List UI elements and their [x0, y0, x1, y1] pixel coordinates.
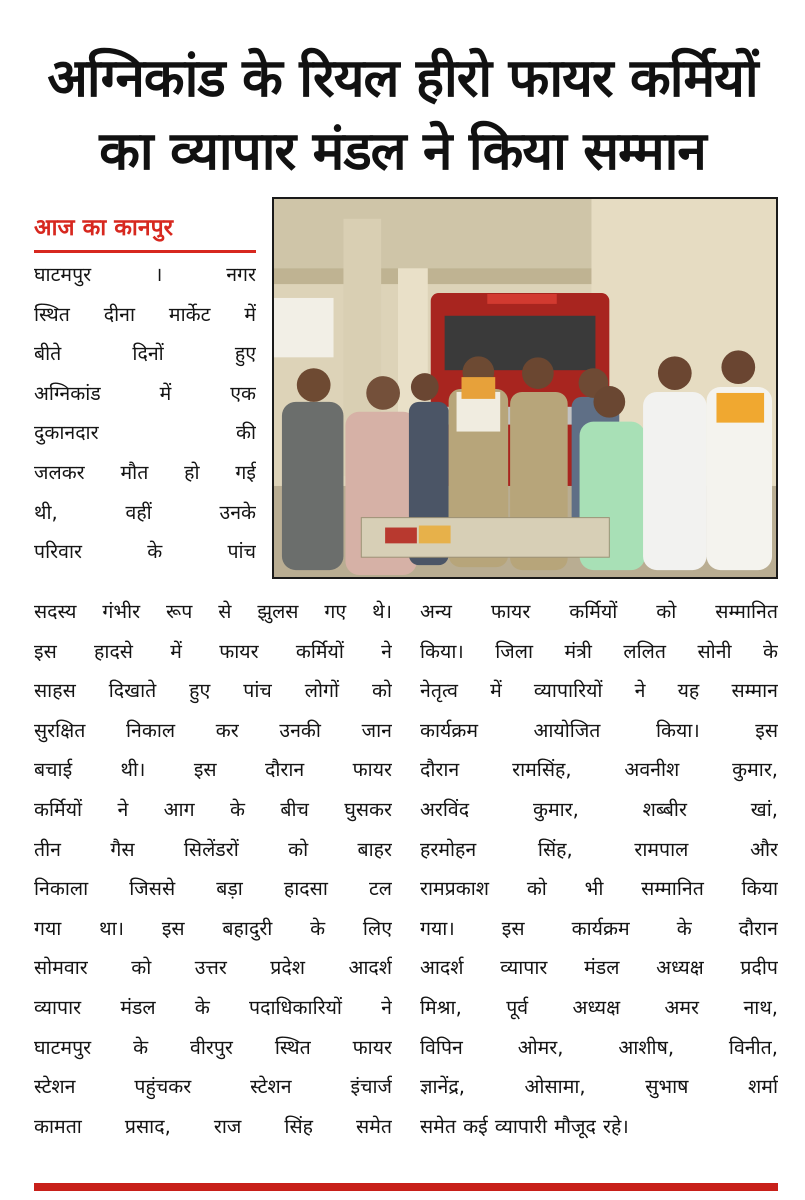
body-line: घाटमपुर । नगर	[34, 263, 256, 286]
body-line: दौरान रामसिंह, अवनीश कुमार,	[420, 758, 778, 782]
body-line: सोमवार को उत्तर प्रदेश आदर्श	[34, 956, 392, 980]
body-column-b	[34, 592, 392, 1146]
body-line: नेतृत्व में व्यापारियों ने यह सम्मान	[420, 679, 778, 703]
body-line: स्थित दीना मार्केट में	[34, 302, 256, 326]
body-line: समेत कई व्यापारी मौजूद रहे।	[420, 1114, 629, 1138]
body-column-c	[420, 592, 778, 1146]
body-line: कामता प्रसाद, राज सिंह समेत	[34, 1114, 392, 1138]
body-line: बीते दिनों हुए	[34, 342, 256, 366]
body-line: अग्निकांड में एक	[34, 381, 256, 405]
body-column-a	[34, 255, 256, 572]
body-line: स्टेशन पहुंचकर स्टेशन इंचार्ज	[34, 1075, 392, 1099]
body-line: गया। इस कार्यक्रम के दौरान	[420, 916, 778, 940]
body-line: इस हादसे में फायर कर्मियों ने	[34, 639, 392, 663]
body-line: साहस दिखाते हुए पांच लोगों को	[34, 679, 392, 703]
photo-firefighters-felicitation-icon	[274, 199, 776, 577]
body-line: आदर्श व्यापार मंडल अध्यक्ष प्रदीप	[420, 956, 778, 980]
body-line: मिश्रा, पूर्व अध्यक्ष अमर नाथ,	[420, 995, 778, 1019]
bottom-rule	[34, 1183, 778, 1191]
body-line: निकाला जिससे बड़ा हादसा टल	[34, 877, 392, 901]
body-line: किया। जिला मंत्री ललित सोनी के	[420, 639, 778, 663]
news-photo	[272, 197, 778, 579]
body-line: व्यापार मंडल के पदाधिकारियों ने	[34, 995, 392, 1019]
byline-underline	[34, 250, 256, 253]
body-line: जलकर मौत हो गई	[34, 460, 256, 484]
body-line: कार्यक्रम आयोजित किया। इस	[420, 718, 778, 742]
body-line: परिवार के पांच	[34, 540, 256, 564]
body-line: बचाई थी। इस दौरान फायर	[34, 758, 392, 782]
body-line: दुकानदार की	[34, 421, 256, 445]
body-line: तीन गैस सिलेंडरों को बाहर	[34, 837, 392, 861]
headline-line-2: का व्यापार मंडल ने किया सम्मान	[99, 121, 706, 182]
body-line: सदस्य गंभीर रूप से झुलस गए थे।	[34, 600, 392, 623]
body-line: रामप्रकाश को भी सम्मानित किया	[420, 877, 778, 901]
body-line: घाटमपुर के वीरपुर स्थित फायर	[34, 1035, 392, 1059]
body-line: हरमोहन सिंह, रामपाल और	[420, 837, 778, 861]
body-line: ज्ञानेंद्र, ओसामा, सुभाष शर्मा	[420, 1075, 778, 1099]
headline-line-1: अग्निकांड के रियल हीरो फायर कर्मियों	[47, 48, 758, 109]
body-line: विपिन ओमर, आशीष, विनीत,	[420, 1035, 778, 1059]
body-line: गया था। इस बहादुरी के लिए	[34, 916, 392, 940]
body-line: थी, वहीं उनके	[34, 500, 256, 524]
byline: आज का कानपुर	[34, 215, 174, 241]
body-line: अरविंद कुमार, शब्बीर खां,	[420, 797, 778, 821]
body-line: सुरक्षित निकाल कर उनकी जान	[34, 718, 392, 742]
body-line: कर्मियों ने आग के बीच घुसकर	[34, 797, 392, 821]
body-line: अन्य फायर कर्मियों को सम्मानित	[420, 600, 778, 623]
